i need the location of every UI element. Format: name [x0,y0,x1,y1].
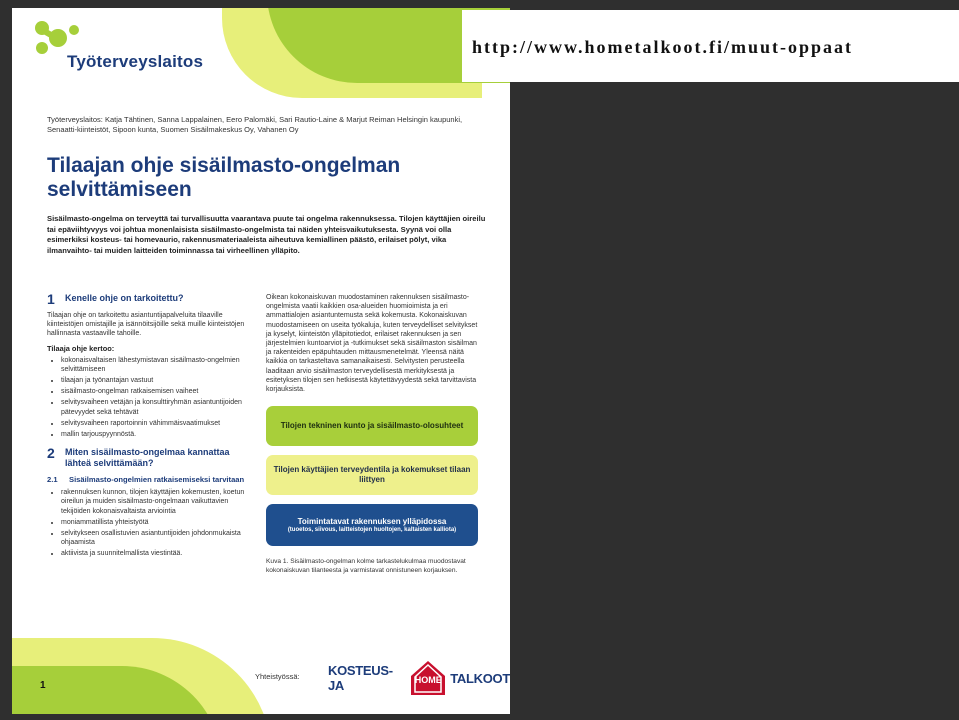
brand-name: Työterveyslaitos [67,52,204,71]
diagram-box-maintenance [266,504,478,546]
subsection-title: Sisäilmasto-ongelmien ratkaisemiseksi tarvitaan [69,475,245,485]
list-item: • sisäilmasto-ongelman ratkaisemisen vaiheet [61,387,257,396]
diagram-box-technical [266,406,478,446]
partner-logo [328,658,510,698]
partner-logo-right: TALKOOT [450,670,510,686]
intro-paragraph: Sisäilmasto-ongelma on terveyttä tai turvallisuutta vaarantava puute tai ongelma rakennuksessa. Tilojen käyttäjien oireilu tai epäviihtyvyys voi johtua monenlaisista sisäilmasto-ongelmista tai näiden yhteisvaikutuksesta. Syynä voi olla esimerkiksi kosteus- tai homevaurio, rakennusmateriaaleista aiheutuva kemiallinen päästö, erilaiset pölyt, vika ilmanvaihto- tai muiden laitteiden toiminnassa tai virheellinen ylläpito. [47,214,486,255]
cooperation-label: Yhteistyössä: [255,672,300,681]
subsection-number: 2.1 [47,475,58,485]
box-label: Toimintatavat rakennuksen ylläpidossa [297,516,447,526]
page-number: 1 [40,680,46,691]
list-item: • selvitykseen osallistuvien asiantuntijoiden johdonmukaista ohjaamista [61,529,257,547]
column-left [47,293,257,561]
home-house-icon [409,659,447,697]
box-label: Tilojen tekninen kunto ja sisäilmasto-olosuhteet [280,421,464,431]
partner-logo-center: HOME [414,675,442,685]
list-item: • rakennuksen kunnon, tilojen käyttäjien kokemusten, koetun oireilun ja muiden sisäilmasto-ongelmaan vaikuttavien tekijöiden kokonaisvaltaista arviointia [61,488,257,516]
diagram-box-users [266,455,478,495]
section-1-heading [47,293,257,306]
column-2-text: Oikean kokonaiskuvan muodostaminen rakennuksen sisäilmasto-ongelmista vaatii kaikkien osa-alueiden huomioimista ja eri ammattialojen asiantuntemusta sekä kokemusta. Kokonaiskuvan muodostamiseen on useita työkaluja, kuten terveydelliset selvitykset ja kyselyt, kiinteistön ylläpitotiedot, erilaiset rakennuksen ja sen järjestelmien kuntoarviot ja -tutkimukset sekä sisäilmaston sisäilman ja rakenteiden epäpuhtauden mittausmenetelmät. Yleensä näitä kaikkia on tarkasteltava samanaikaisesti. Selvitysten perusteella laaditaan arvio sisäilmaston terveydellisestä merkityksestä ja esitetyksen tilojen sen hetkisestä käytettävyydestä sekä tarvittavista korjauksista. [266,294,478,394]
list-item: • kokonaisvaltaisen lähestymistavan sisäilmasto-ongelmien selvittämiseen [61,356,257,374]
list-item: • tilaajan ja työnantajan vastuut [61,376,257,385]
document-page [12,8,510,714]
section-number: 2 [47,445,55,462]
list-item: • selvitysvaiheen vetäjän ja konsulttiryhmän asiantuntijoiden pätevyydet sekä tehtävät [61,398,257,416]
document-title: Tilaajan ohje sisäilmasto-ongelman selvittämiseen [47,154,401,201]
section-1-list [47,356,257,440]
section-title: Kenelle ohje on tarkoitettu? [65,293,184,303]
partner-logo-left: KOSTEUS- JA [328,663,393,693]
list-item: • moniammatillista yhteistyötä [61,518,257,527]
section-number: 1 [47,291,55,307]
section-2-heading [47,447,257,469]
box-sublabel: (tuoetos, siivous, laitteistojen huoltojen, kaltaisten kalliota) [287,526,457,533]
list-item: • mallin tarjouspyynnöstä. [61,430,257,439]
section-title: Miten sisäilmasto-ongelmaa kannattaa lähteä selvittämään? [65,447,230,469]
authors-line: Työterveyslaitos: Katja Tähtinen, Sanna Lappalainen, Eero Palomäki, Sari Rautio-Laine & Marjut Reiman Helsingin kaupunki, Senaatti-kiinteistöt, Sipoon kunta, Suomen Sisäilmakeskus Oy, Vahanen Oy [47,115,463,134]
list-label: Tilaaja ohje kertoo: [47,343,115,353]
list-item: • aktiivista ja suunnitelmallista viestintää. [61,549,257,558]
section-1-text: Tilaajan ohje on tarkoitettu asiantuntijapalveluita tilaaville kiinteistöjen omistajille ja isännöitsijöille sekä muille kiinteistöjen hallinnasta vastaaville tahoille. [47,312,245,338]
url-link[interactable]: http://www.hometalkoot.fi/muut-oppaat [472,37,854,57]
subsection-heading [47,475,257,485]
list-item: • selvitysvaiheen raportoinnin vähimmäisvaatimukset [61,419,257,428]
column-right [266,293,478,575]
url-banner [462,10,959,82]
box-label: Tilojen käyttäjien terveydentila ja kokemukset tilaan liittyen [273,465,471,485]
figure-caption: Kuva 1. Sisäilmasto-ongelman kolme tarkastelukulmaa muodostavat kokonaiskuvan tilanteesta ja varmistavat onnistuneen korjauksen. [266,558,466,574]
section-2-list [47,488,257,558]
